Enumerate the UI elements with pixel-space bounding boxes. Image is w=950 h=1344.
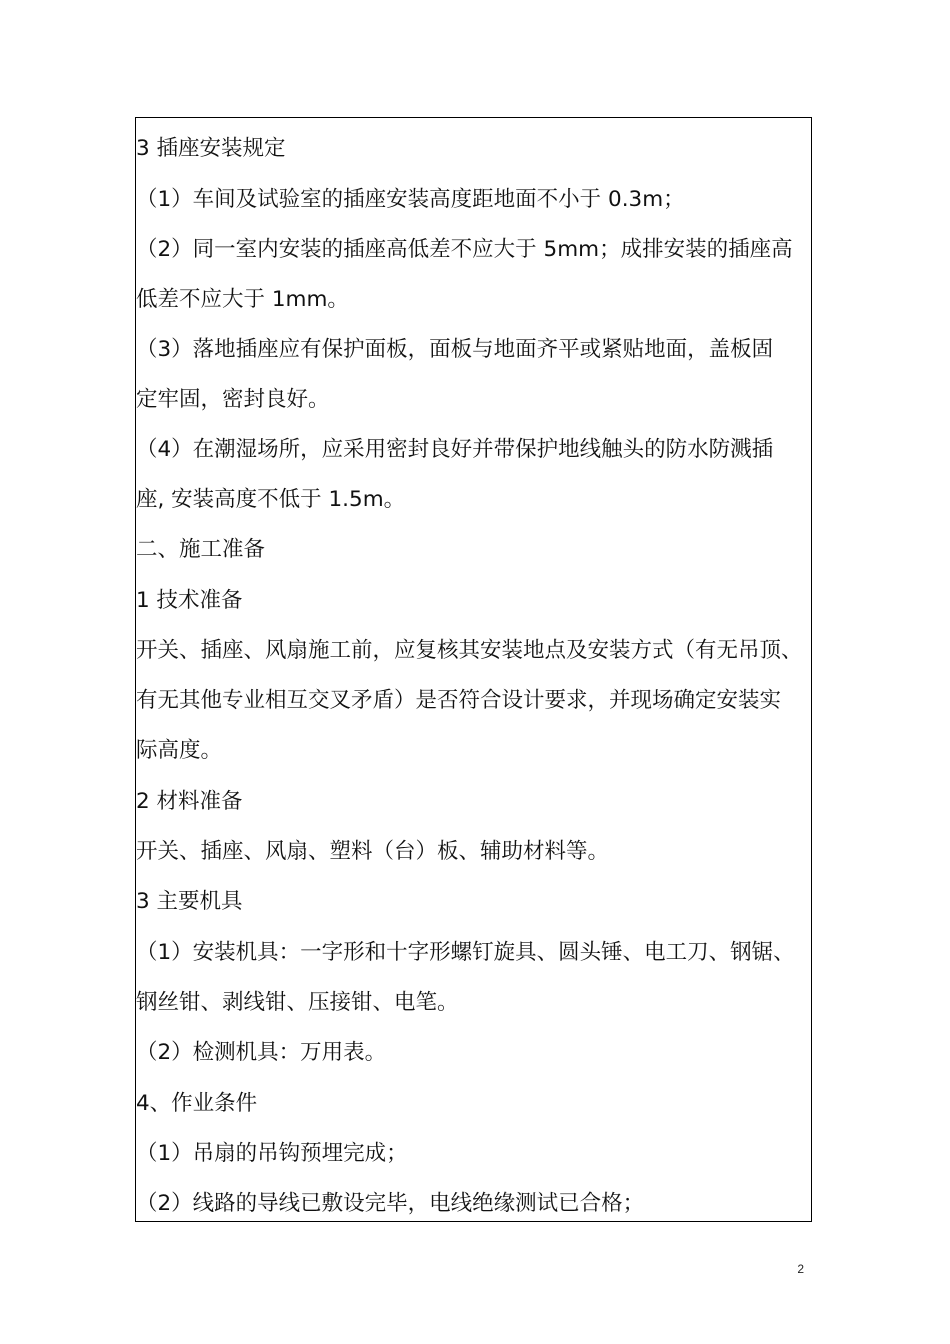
text-line: （1）安装机具：一字形和十字形螺钉旋具、圆头锤、电工刀、钢锯、 — [136, 940, 795, 965]
section-heading-main-tools: 3 主要机具 — [136, 889, 243, 914]
text-line: 际高度。 — [136, 738, 223, 763]
text-line: （1）车间及试验室的插座安装高度距地面不小于 0.3m； — [136, 187, 685, 212]
text-line: 钢丝钳、剥线钳、压接钳、电笔。 — [136, 990, 459, 1015]
text-line: 定牢固，密封良好。 — [136, 387, 330, 412]
text-line: （3）落地插座应有保护面板，面板与地面齐平或紧贴地面，盖板固 — [136, 337, 774, 362]
section-heading-construction-preparation: 二、施工准备 — [136, 537, 266, 562]
text-line: 低差不应大于 1mm。 — [136, 287, 349, 312]
text-line: 座, 安装高度不低于 1.5m。 — [136, 487, 406, 512]
text-line: （2）检测机具：万用表。 — [136, 1040, 387, 1065]
text-line: （4）在潮湿场所，应采用密封良好并带保护地线触头的防水防溅插 — [136, 437, 774, 462]
text-line: （2）同一室内安装的插座高低差不应大于 5mm；成排安装的插座高 — [136, 237, 793, 262]
page-number: 2 — [797, 1262, 804, 1276]
text-line: 开关、插座、风扇施工前，应复核其安装地点及安装方式（有无吊顶、 — [136, 638, 803, 663]
section-heading-work-conditions: 4、作业条件 — [136, 1091, 258, 1116]
text-line: （2）线路的导线已敷设完毕，电线绝缘测试已合格； — [136, 1191, 645, 1216]
section-heading-material-preparation: 2 材料准备 — [136, 789, 243, 814]
section-heading-technical-preparation: 1 技术准备 — [136, 588, 243, 613]
text-line: 有无其他专业相互交叉矛盾）是否符合设计要求，并现场确定安装实 — [136, 688, 782, 713]
text-line: （1）吊扇的吊钩预埋完成； — [136, 1141, 408, 1166]
section-heading-socket-installation: 3 插座安装规定 — [136, 136, 286, 161]
text-line: 开关、插座、风扇、塑料（台）板、辅助材料等。 — [136, 839, 610, 864]
